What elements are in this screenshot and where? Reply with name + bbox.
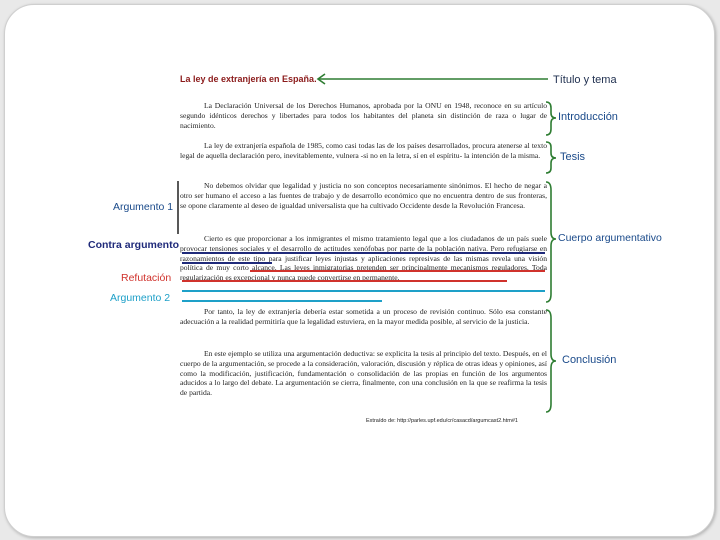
paragraph-argumento-1: No debemos olvidar que legalidad y justicia no son conceptos necesariamente sinónimos. El hecho de negar a otro ser humano el acceso a las fuentes de trabajo y de desarrollo económico que no encuentra dentro de sus fronteras, se opone claramente al deseo de igualdad universalista que ha cultivado Occidente desde la Revolución Francesa. xyxy=(180,181,547,210)
label-contra-argumento: Contra argumento xyxy=(88,239,180,251)
label-titulo-y-tema: Título y tema xyxy=(553,74,617,86)
label-tesis: Tesis xyxy=(560,151,586,163)
source-citation: Extraído de: http://parles.upf.edu/cr/casacd/argumcast2.htm#1 xyxy=(366,418,518,424)
paragraph-cuerpo: Cierto es que proporcionar a los inmigrantes el mismo tratamiento legal que a los ciudadanos de un país suele provocar tensiones sociales y el desarrollo de actitudes xenófobas por parte de la población nativa. Pero refugiarse en razonamientos de este tipo para justificar leyes injustas y aplicaciones represivas de las mismas revela una visión política de muy corto alcance. Las leyes inmigratorias pretenden ser principalmente mecanismos reguladores. Toda regularización es excepcional y nunca puede convertirse en permanente. xyxy=(180,234,547,283)
paragraph-introduccion: La Declaración Universal de los Derechos Humanos, aprobada por la ONU en 1948, reconoce en su artículo segundo idénticos derechos y libertades para todos los habitantes del planeta sin distinción de raza o lugar de nacimiento. xyxy=(180,101,547,130)
label-conclusion: Conclusión xyxy=(562,354,617,366)
label-cuerpo-argumentativo: Cuerpo argumentativo xyxy=(558,232,662,244)
refutacion-underline-2 xyxy=(182,280,507,282)
paragraph-tesis: La ley de extranjería española de 1985, como casi todas las de los países desarrollados, procura atenerse al texto legal de aquella declaración pero, inevitablemente, vulnera -si no en la letra, sí en el espíritu- la intención de la misma. xyxy=(180,141,547,160)
label-argumento-2: Argumento 2 xyxy=(110,292,171,304)
contra-underline-2 xyxy=(182,262,272,264)
argumento2-underline-1 xyxy=(182,290,545,292)
contra-underline-1 xyxy=(182,252,545,254)
paragraph-conclusion-2: En este ejemplo se utiliza una argumentación deductiva: se explicita la tesis al principio del texto. Después, en el cuerpo de la argumentación, se procede a la consideración, valoración, discusión y réplica de otras ideas y opiniones, así como la modificación, justificación, fundamentación o consolidación de las propias en función de los argumentos aducidos a lo largo del debate. La argumentación se cierra, finalmente, con una conclusión en la que se reafirma la tesis de partida. xyxy=(180,349,547,398)
argumento2-underline-2 xyxy=(182,300,382,302)
label-refutacion: Refutación xyxy=(121,272,172,284)
paragraph-conclusion-1: Por tanto, la ley de extranjería debería estar sometida a un proceso de revisión continuo. Sólo esa constante adecuación a la realidad permitiría que la legalidad estuviera, en la mayor medida posible, al servicio de la justicia. xyxy=(180,307,547,326)
document-title: La ley de extranjería en España. xyxy=(180,74,317,84)
refutacion-underline-1 xyxy=(250,270,545,272)
label-argumento-1: Argumento 1 xyxy=(113,201,174,213)
document-image xyxy=(176,68,554,428)
label-introduccion: Introducción xyxy=(558,111,618,123)
